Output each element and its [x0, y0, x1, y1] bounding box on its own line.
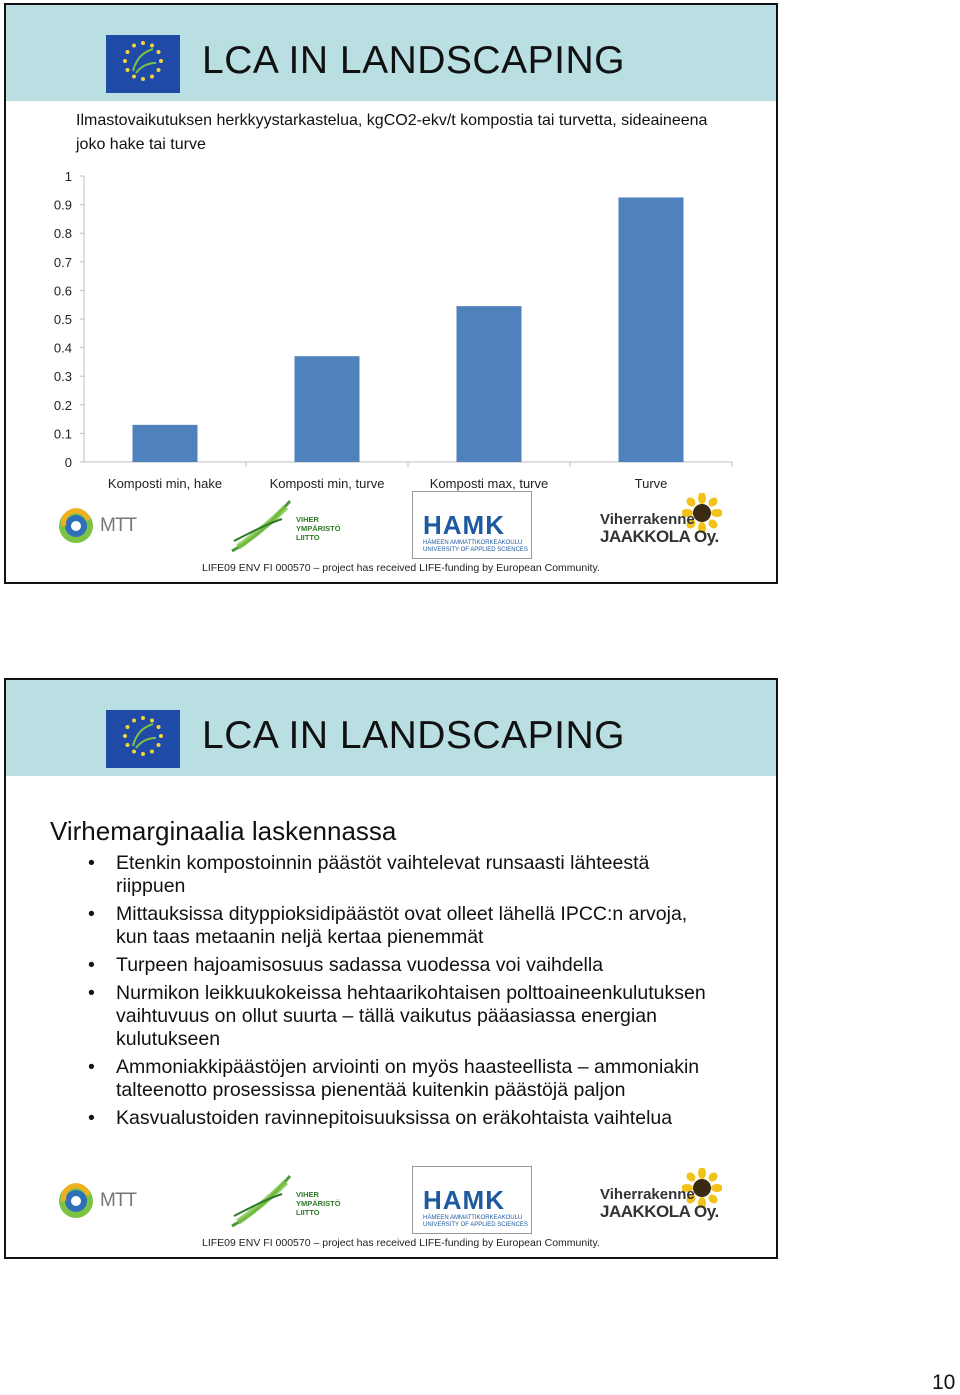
slide-chart	[4, 3, 778, 584]
eu-life-logo	[106, 710, 180, 768]
eu-life-logo	[106, 35, 180, 93]
bar-chart	[6, 155, 776, 495]
viherrakenne-jaakkola-logo	[598, 1168, 724, 1228]
bullet-item: • Ammoniakkipäästöjen arviointi on myös haasteellista – ammoniakin talteenotto prosessissa pienentää kuitenkin päästöjä paljon	[84, 1056, 724, 1102]
bar	[619, 197, 684, 462]
eu-stars-icon	[106, 35, 180, 93]
hamk-logo-text: HAMK	[423, 1185, 505, 1215]
x-tick-label: Komposti max, turve	[429, 476, 549, 491]
footer-funding-note: LIFE09 ENV FI 000570 – project has received LIFE-funding by European Community.	[202, 1237, 600, 1249]
jaakkola-logo-text-1: Viherrakenne	[600, 511, 695, 528]
slide-title: LCA IN LANDSCAPING	[202, 714, 625, 757]
slide-header	[6, 680, 776, 776]
mtt-logo-text: MTT	[100, 1190, 137, 1211]
hamk-logo-subtext: HÄMEEN AMMATTIKORKEAKOULU UNIVERSITY OF APPLIED SCIENCES	[423, 1215, 528, 1228]
y-tick-label: 0.6	[53, 283, 72, 299]
page-number: 10	[932, 1371, 956, 1394]
y-tick-label: 0.8	[53, 226, 72, 242]
viherrakenne-jaakkola-logo	[598, 493, 724, 553]
bullet-item: • Etenkin kompostoinnin päästöt vaihtelevat runsaasti lähteestä riippuen	[84, 852, 724, 898]
jaakkola-logo-text-1: Viherrakenne	[600, 1186, 695, 1203]
bullet-list	[84, 852, 724, 1135]
section-heading: Virhemarginaalia laskennassa	[50, 816, 397, 846]
chart-title: Ilmastovaikutuksen herkkyystarkastelua, kgCO2-ekv/t kompostia tai turvetta, sideaineena joko hake tai turve	[76, 112, 708, 153]
y-tick-label: 1	[64, 169, 72, 184]
y-tick-label: 0.2	[53, 397, 72, 413]
x-tick-label: Turve	[634, 476, 668, 491]
hamk-logo	[412, 1166, 532, 1234]
hamk-logo-subtext: HÄMEEN AMMATTIKORKEAKOULU UNIVERSITY OF APPLIED SCIENCES	[423, 540, 528, 553]
partner-logos	[6, 1164, 776, 1234]
y-tick-label: 0.9	[53, 197, 72, 213]
y-tick-label: 0.5	[53, 312, 72, 327]
bullet-item: • Kasvualustoiden ravinnepitoisuuksissa on eräkohtaista vaihtelua	[84, 1107, 724, 1130]
bullet-item: • Nurmikon leikkuukokeissa hehtaarikohtaisen polttoaineenkulutuksen vaihtuvuus on ollut suurta – tällä vaikutus pääasiassa energian kulutukseen	[84, 982, 724, 1051]
y-tick-label: 0.1	[53, 426, 72, 442]
mtt-logo-text: MTT	[100, 515, 137, 536]
bar	[457, 306, 522, 462]
footer-funding-note: LIFE09 ENV FI 000570 – project has received LIFE-funding by European Community.	[202, 562, 600, 574]
jaakkola-logo-text-2: JAAKKOLA Oy.	[600, 527, 719, 546]
x-tick-label: Komposti min, hake	[107, 476, 223, 491]
y-tick-label: 0.7	[53, 254, 72, 270]
y-tick-label: 0	[64, 455, 72, 470]
slide-text	[4, 678, 778, 1259]
y-tick-label: 0.4	[53, 340, 72, 356]
bar	[295, 356, 360, 462]
x-tick-label: Komposti min, turve	[269, 476, 385, 491]
bar	[133, 425, 198, 462]
partner-logos	[6, 489, 776, 559]
slide-header	[6, 5, 776, 101]
y-tick-label: 0.3	[53, 369, 72, 385]
hamk-logo-text: HAMK	[423, 510, 505, 540]
viher-logo-text: VIHER YMPÄRISTÖ LIITTO	[296, 515, 341, 542]
jaakkola-logo-text-2: JAAKKOLA Oy.	[600, 1202, 719, 1221]
bullet-item: • Turpeen hajoamisosuus sadassa vuodessa voi vaihdella	[84, 954, 724, 977]
eu-stars-icon	[106, 710, 180, 768]
hamk-logo	[412, 491, 532, 559]
viher-logo-text: VIHER YMPÄRISTÖ LIITTO	[296, 1190, 341, 1217]
slide-title: LCA IN LANDSCAPING	[202, 39, 625, 82]
bullet-item: • Mittauksissa dityppioksidipäästöt ovat olleet lähellä IPCC:n arvoja, kun taas metaanin neljä kertaa pienemmät	[84, 903, 724, 949]
